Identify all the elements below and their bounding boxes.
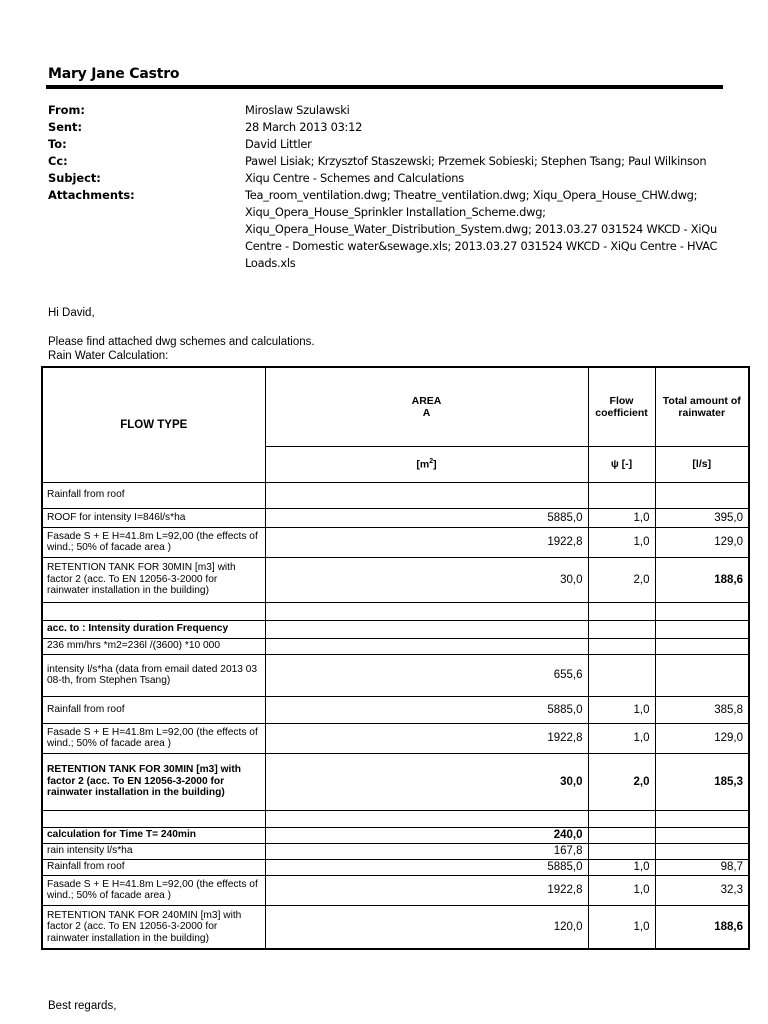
table-row (42, 753, 749, 810)
flow-coefficient-header: Flow coefficient (588, 367, 655, 446)
table-row (42, 620, 749, 638)
total-unit: [l/s] (655, 446, 749, 482)
total-cell: 395,0 (655, 508, 749, 527)
greeting: Hi David, (48, 307, 95, 319)
table-row (42, 723, 749, 753)
intro-line-1: Please find attached dwg schemes and calculations. (48, 336, 315, 348)
flow-type-cell: Rainfall from roof (42, 859, 265, 875)
area-cell: 1922,8 (265, 875, 588, 905)
total-cell: 129,0 (655, 527, 749, 557)
total-cell (655, 810, 749, 827)
table-row (42, 810, 749, 827)
intro-line-2: Rain Water Calculation: (48, 350, 169, 362)
coefficient-cell: 1,0 (588, 696, 655, 723)
intro-text (48, 335, 315, 363)
field-cc (48, 153, 728, 170)
total-cell (655, 843, 749, 859)
total-cell (655, 602, 749, 620)
flow-type-cell: Fasade S + E H=41.8m L=92,00 (the effects of wind.; 50% of facade area ) (42, 527, 265, 557)
flow-type-cell: rain intensity l/s*ha (42, 843, 265, 859)
table-row (42, 696, 749, 723)
flow-type-cell: RETENTION TANK FOR 30MIN [m3] with factor 2 (acc. To EN 12056-3-2000 for rainwater installation in the building) (42, 557, 265, 602)
table-row (42, 875, 749, 905)
coefficient-cell: 1,0 (588, 508, 655, 527)
attachments-label: Attachments: (48, 188, 135, 202)
coefficient-cell (588, 843, 655, 859)
flow-type-cell: Fasade S + E H=41.8m L=92,00 (the effects of wind.; 50% of facade area ) (42, 875, 265, 905)
coefficient-cell: 1,0 (588, 905, 655, 949)
total-cell: 98,7 (655, 859, 749, 875)
field-from (48, 102, 728, 119)
table-row (42, 557, 749, 602)
coefficient-cell: 1,0 (588, 723, 655, 753)
field-subject (48, 170, 728, 187)
to-label: To: (48, 137, 67, 151)
from-value: Miroslaw Szulawski (245, 103, 350, 117)
rain-water-table (41, 366, 750, 950)
area-cell: 655,6 (265, 654, 588, 696)
total-cell: 129,0 (655, 723, 749, 753)
area-cell: 167,8 (265, 843, 588, 859)
coefficient-cell: 1,0 (588, 859, 655, 875)
total-cell (655, 620, 749, 638)
area-cell: 5885,0 (265, 508, 588, 527)
table-row (42, 905, 749, 949)
coefficient-cell (588, 827, 655, 843)
field-sent (48, 119, 728, 136)
coefficient-cell: 1,0 (588, 875, 655, 905)
flow-type-cell: ROOF for intensity I=846l/s*ha (42, 508, 265, 527)
flow-type-cell: RETENTION TANK FOR 240MIN [m3] with factor 2 (acc. To EN 12056-3-2000 for rainwater installation in the building) (42, 905, 265, 949)
area-unit-text: [m (416, 458, 430, 471)
flow-type-cell (42, 810, 265, 827)
area-cell: 30,0 (265, 557, 588, 602)
total-cell: 188,6 (655, 557, 749, 602)
area-cell (265, 810, 588, 827)
total-cell: 185,3 (655, 753, 749, 810)
flow-type-cell: acc. to : Intensity duration Frequency (42, 620, 265, 638)
area-cell: 1922,8 (265, 723, 588, 753)
total-cell (655, 827, 749, 843)
table-row (42, 638, 749, 654)
header-rule (46, 85, 723, 89)
coefficient-cell (588, 810, 655, 827)
total-cell (655, 654, 749, 696)
subject-label: Subject: (48, 171, 101, 185)
coefficient-cell: 2,0 (588, 753, 655, 810)
total-cell (655, 638, 749, 654)
to-value: David Littler (245, 137, 312, 151)
total-rainwater-header: Total amount of rainwater (655, 367, 749, 446)
field-to (48, 136, 728, 153)
area-cell (265, 602, 588, 620)
closing: Best regards, (48, 1000, 117, 1012)
area-header-line-1: AREA (411, 394, 442, 407)
area-cell: 240,0 (265, 827, 588, 843)
total-cell: 385,8 (655, 696, 749, 723)
table-header-row (42, 367, 749, 446)
email-header-fields (48, 102, 728, 272)
area-unit (265, 446, 588, 482)
area-cell: 120,0 (265, 905, 588, 949)
table-row (42, 527, 749, 557)
sent-value: 28 March 2013 03:12 (245, 120, 363, 134)
attachments-value: Tea_room_ventilation.dwg; Theatre_ventilation.dwg; Xiqu_Opera_House_CHW.dwg; Xiqu_Opera_House_Sprinkler Installation_Scheme.dwg; Xiqu_Opera_House_Water_Distribution_System.dwg; 2013.03.27 031524 WKCD - XiQu Centre - Domestic water&sewage.xls; 2013.03.27 031524 WKCD - XiQu Centre - HVAC Loads.xls (245, 188, 718, 270)
total-cell (655, 482, 749, 508)
table-row (42, 654, 749, 696)
flow-type-cell (42, 602, 265, 620)
table-row (42, 508, 749, 527)
flow-type-cell: intensity l/s*ha (data from email dated 2013 03 08-th, from Stephen Tsang) (42, 654, 265, 696)
flow-type-cell: 236 mm/hrs *m2=236l /(3600) *10 000 (42, 638, 265, 654)
table-row (42, 827, 749, 843)
coefficient-cell: 1,0 (588, 527, 655, 557)
total-cell: 32,3 (655, 875, 749, 905)
flow-type-cell: Fasade S + E H=41.8m L=92,00 (the effects of wind.; 50% of facade area ) (42, 723, 265, 753)
total-cell: 188,6 (655, 905, 749, 949)
area-cell (265, 638, 588, 654)
area-cell: 30,0 (265, 753, 588, 810)
area-cell (265, 482, 588, 508)
area-cell: 5885,0 (265, 696, 588, 723)
flow-type-cell: calculation for Time T= 240min (42, 827, 265, 843)
area-cell: 1922,8 (265, 527, 588, 557)
flow-type-cell: Rainfall from roof (42, 696, 265, 723)
area-cell (265, 620, 588, 638)
area-unit-superscript: 2 (429, 457, 434, 465)
sender-name: Mary Jane Castro (48, 66, 180, 82)
coefficient-cell (588, 654, 655, 696)
area-cell: 5885,0 (265, 859, 588, 875)
table-row (42, 843, 749, 859)
coefficient-cell (588, 620, 655, 638)
coefficient-cell (588, 602, 655, 620)
flow-type-cell: RETENTION TANK FOR 30MIN [m3] with factor 2 (acc. To EN 12056-3-2000 for rainwater installation in the building) (42, 753, 265, 810)
area-header-line-2: A (422, 406, 431, 419)
field-attachments (48, 187, 728, 272)
coefficient-cell (588, 482, 655, 508)
cc-value: Pawel Lisiak; Krzysztof Staszewski; Przemek Sobieski; Stephen Tsang; Paul Wilkinson (245, 154, 707, 168)
sent-label: Sent: (48, 120, 83, 134)
area-header (265, 367, 588, 446)
coefficient-cell: 2,0 (588, 557, 655, 602)
table-row (42, 482, 749, 508)
from-label: From: (48, 103, 85, 117)
coefficient-cell (588, 638, 655, 654)
table-row (42, 859, 749, 875)
subject-value: Xiqu Centre - Schemes and Calculations (245, 171, 464, 185)
flow-type-cell: Rainfall from roof (42, 482, 265, 508)
flow-type-header: FLOW TYPE (42, 367, 265, 482)
area-unit-close: ] (433, 458, 437, 471)
coefficient-unit: ψ [-] (588, 446, 655, 482)
cc-label: Cc: (48, 154, 68, 168)
table-row (42, 602, 749, 620)
